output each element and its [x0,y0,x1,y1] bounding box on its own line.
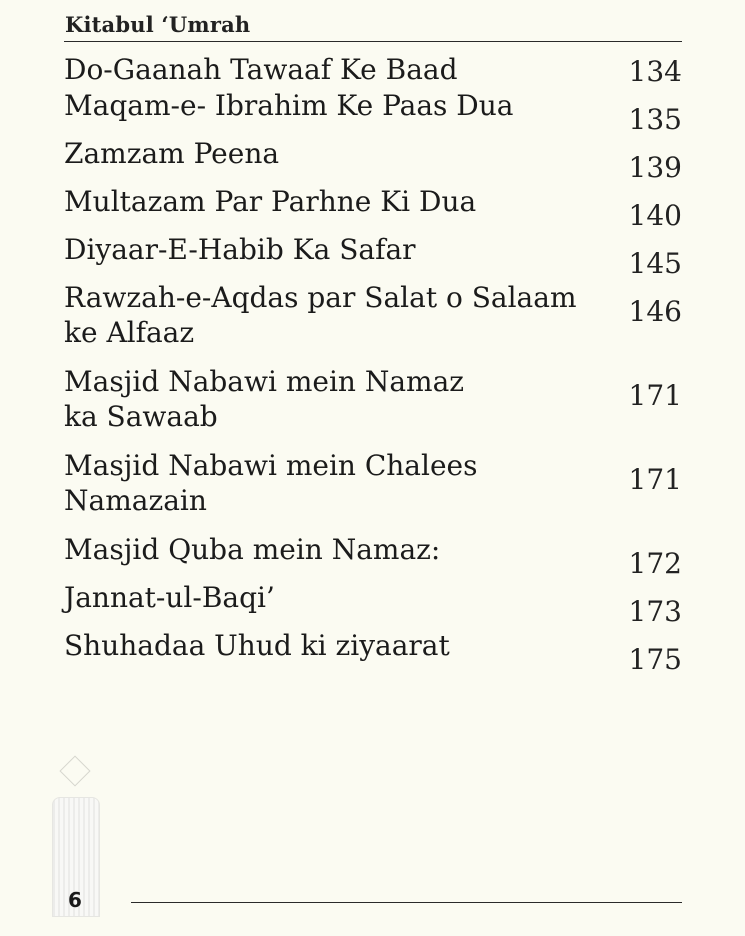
toc-entry-page: 135 [628,103,682,136]
toc-entry [64,136,684,184]
toc-entry-title: Zamzam Peena [64,137,280,170]
toc-entry-page: 171 [628,379,682,412]
toc-entry-page: 145 [628,247,682,280]
page-number: 6 [68,888,82,912]
toc-entry [64,532,684,580]
footer-rule [131,902,682,903]
toc-entry-title: Masjid Nabawi mein Chalees Namazain [64,449,478,517]
toc-entry [64,580,684,628]
toc-entry-title: Shuhadaa Uhud ki ziyaarat [64,629,450,662]
toc-entry-title: Maqam-e- Ibrahim Ke Paas Dua [64,89,514,122]
toc-entry [64,232,684,280]
table-of-contents [64,52,684,676]
toc-entry-title: Do-Gaanah Tawaaf Ke Baad [64,53,458,86]
toc-entry-title: Rawzah-e-Aqdas par Salat o Salaam ke Alfaaz [64,281,577,349]
toc-entry [64,364,684,448]
diamond-ornament-icon [59,755,90,786]
toc-entry-title: Diyaar-E-Habib Ka Safar [64,233,416,266]
toc-entry-title: Masjid Quba mein Namaz: [64,533,441,566]
toc-entry-title: Jannat-ul-Baqi’ [64,581,275,614]
toc-entry [64,88,684,136]
toc-entry-page: 173 [628,595,682,628]
toc-entry-page: 172 [628,547,682,580]
toc-entry-page: 175 [628,643,682,676]
running-head: Kitabul ‘Umrah [65,12,251,37]
toc-entry [64,280,684,364]
toc-entry-page: 139 [628,151,682,184]
toc-entry [64,448,684,532]
toc-entry-title: Masjid Nabawi mein Namaz ka Sawaab [64,365,465,433]
toc-entry-page: 140 [628,199,682,232]
toc-entry-page: 171 [628,463,682,496]
header-rule [64,41,682,42]
toc-entry-page: 146 [628,295,682,328]
toc-entry [64,52,684,88]
toc-entry-title: Multazam Par Parhne Ki Dua [64,185,477,218]
toc-entry [64,628,684,676]
toc-entry-page: 134 [628,55,682,88]
toc-entry [64,184,684,232]
